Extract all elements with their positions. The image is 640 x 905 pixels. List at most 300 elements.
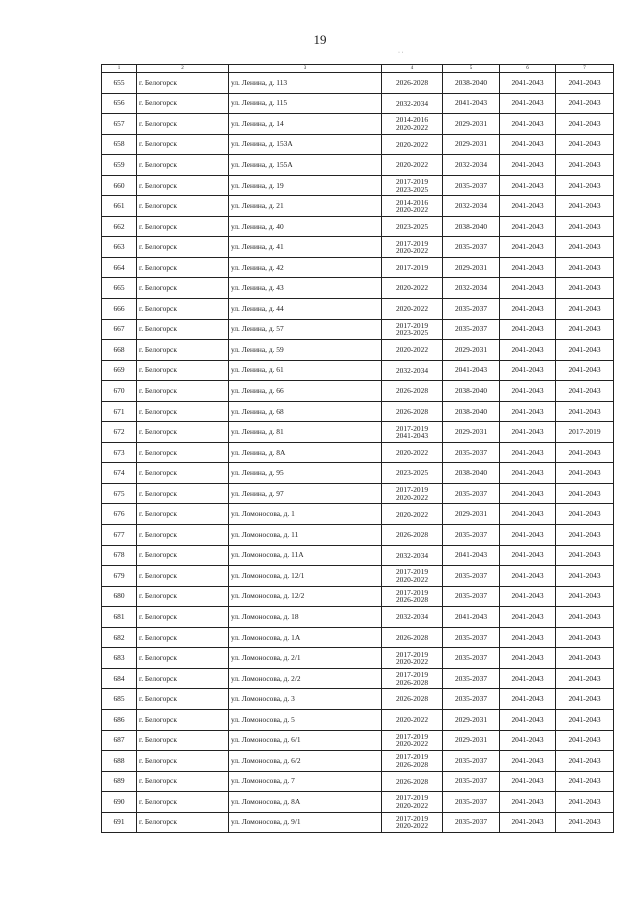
- fourth-period-cell: 2041-2043: [556, 689, 614, 710]
- fourth-period-cell: 2041-2043: [556, 175, 614, 196]
- second-period-cell: 2029-2031: [443, 730, 500, 751]
- period-value: 2020-2022: [395, 714, 429, 724]
- row-number-cell: 681: [102, 607, 137, 628]
- fourth-period-cell: 2041-2043: [556, 319, 614, 340]
- third-period-cell: 2041-2043: [500, 751, 556, 772]
- address-cell: ул. Ломоносова, д. 6/2: [229, 751, 382, 772]
- row-number-cell: 659: [102, 155, 137, 176]
- third-period-cell: 2041-2043: [500, 93, 556, 114]
- row-number-cell: 672: [102, 422, 137, 443]
- row-number-cell: 669: [102, 360, 137, 381]
- third-period-cell: 2041-2043: [500, 360, 556, 381]
- table-row: [102, 689, 614, 710]
- fourth-period-cell: 2041-2043: [556, 812, 614, 833]
- period-value: 2017-2019: [395, 587, 429, 597]
- period-value: 2020-2022: [395, 657, 429, 667]
- fourth-period-cell: 2041-2043: [556, 401, 614, 422]
- address-cell: ул. Ленина, д. 66: [229, 381, 382, 402]
- fourth-period-cell: 2041-2043: [556, 483, 614, 504]
- period-value: 2026-2028: [395, 759, 429, 769]
- second-period-cell: 2029-2031: [443, 504, 500, 525]
- second-period-cell: 2038-2040: [443, 463, 500, 484]
- column-header: 6: [500, 65, 556, 73]
- second-period-cell: 2035-2037: [443, 525, 500, 546]
- row-number-cell: 687: [102, 730, 137, 751]
- second-period-cell: 2032-2034: [443, 155, 500, 176]
- fourth-period-cell: 2041-2043: [556, 73, 614, 94]
- period-value: 2017-2019: [395, 793, 429, 803]
- period-value: 2032-2034: [395, 550, 429, 560]
- first-period-cell: [382, 709, 443, 730]
- table-row: [102, 586, 614, 607]
- third-period-cell: 2041-2043: [500, 504, 556, 525]
- third-period-cell: 2041-2043: [500, 381, 556, 402]
- second-period-cell: 2035-2037: [443, 566, 500, 587]
- table-row: [102, 175, 614, 196]
- period-value: 2020-2022: [395, 283, 429, 293]
- row-number-cell: 685: [102, 689, 137, 710]
- row-number-cell: 677: [102, 525, 137, 546]
- period-value: 2020-2022: [395, 447, 429, 457]
- third-period-cell: 2041-2043: [500, 463, 556, 484]
- table-row: [102, 525, 614, 546]
- first-period-cell: [382, 216, 443, 237]
- first-period-cell: [382, 586, 443, 607]
- period-value: 2020-2022: [395, 492, 429, 502]
- fourth-period-cell: 2041-2043: [556, 463, 614, 484]
- address-cell: ул. Ленина, д. 43: [229, 278, 382, 299]
- address-cell: ул. Ленина, д. 153А: [229, 134, 382, 155]
- city-cell: г. Белогорск: [137, 381, 229, 402]
- fourth-period-cell: 2041-2043: [556, 545, 614, 566]
- table-row: [102, 73, 614, 94]
- fourth-period-cell: 2041-2043: [556, 709, 614, 730]
- period-value: 2017-2019: [395, 813, 429, 823]
- city-cell: г. Белогорск: [137, 648, 229, 669]
- table-row: [102, 792, 614, 813]
- first-period-cell: [382, 792, 443, 813]
- first-period-cell: [382, 463, 443, 484]
- second-period-cell: 2038-2040: [443, 381, 500, 402]
- period-value: 2017-2019: [395, 731, 429, 741]
- table-row: [102, 627, 614, 648]
- second-period-cell: 2035-2037: [443, 792, 500, 813]
- period-value: 2041-2043: [395, 431, 429, 441]
- city-cell: г. Белогорск: [137, 607, 229, 628]
- first-period-cell: [382, 319, 443, 340]
- period-value: 2032-2034: [395, 365, 429, 375]
- column-header: 1: [102, 65, 137, 73]
- city-cell: г. Белогорск: [137, 709, 229, 730]
- third-period-cell: 2041-2043: [500, 483, 556, 504]
- address-cell: ул. Ленина, д. 57: [229, 319, 382, 340]
- second-period-cell: 2035-2037: [443, 751, 500, 772]
- table-row: [102, 93, 614, 114]
- fourth-period-cell: 2041-2043: [556, 114, 614, 135]
- column-header: 4: [382, 65, 443, 73]
- table-row: [102, 319, 614, 340]
- housing-repair-schedule-table: [101, 64, 614, 833]
- fourth-period-cell: 2041-2043: [556, 340, 614, 361]
- third-period-cell: 2041-2043: [500, 422, 556, 443]
- city-cell: г. Белогорск: [137, 175, 229, 196]
- fourth-period-cell: 2041-2043: [556, 771, 614, 792]
- city-cell: г. Белогорск: [137, 525, 229, 546]
- row-number-cell: 688: [102, 751, 137, 772]
- row-number-cell: 656: [102, 93, 137, 114]
- city-cell: г. Белогорск: [137, 319, 229, 340]
- first-period-cell: [382, 73, 443, 94]
- table-row: [102, 134, 614, 155]
- second-period-cell: 2029-2031: [443, 114, 500, 135]
- third-period-cell: 2041-2043: [500, 627, 556, 648]
- third-period-cell: 2041-2043: [500, 175, 556, 196]
- third-period-cell: 2041-2043: [500, 607, 556, 628]
- period-value: 2026-2028: [395, 595, 429, 605]
- period-value: 2023-2025: [395, 221, 429, 231]
- fourth-period-cell: 2041-2043: [556, 566, 614, 587]
- first-period-cell: [382, 627, 443, 648]
- city-cell: г. Белогорск: [137, 586, 229, 607]
- second-period-cell: 2035-2037: [443, 586, 500, 607]
- third-period-cell: 2041-2043: [500, 442, 556, 463]
- third-period-cell: 2041-2043: [500, 299, 556, 320]
- period-value: 2017-2019: [395, 262, 429, 272]
- city-cell: г. Белогорск: [137, 360, 229, 381]
- first-period-cell: [382, 751, 443, 772]
- first-period-cell: [382, 545, 443, 566]
- row-number-cell: 674: [102, 463, 137, 484]
- period-value: 2026-2028: [395, 776, 429, 786]
- table-row: [102, 607, 614, 628]
- third-period-cell: 2041-2043: [500, 155, 556, 176]
- row-number-cell: 676: [102, 504, 137, 525]
- row-number-cell: 690: [102, 792, 137, 813]
- address-cell: ул. Ломоносова, д. 8А: [229, 792, 382, 813]
- table-row: [102, 545, 614, 566]
- fourth-period-cell: 2041-2043: [556, 216, 614, 237]
- address-cell: ул. Ленина, д. 81: [229, 422, 382, 443]
- fourth-period-cell: 2017-2019: [556, 422, 614, 443]
- third-period-cell: 2041-2043: [500, 340, 556, 361]
- first-period-cell: [382, 237, 443, 258]
- second-period-cell: 2035-2037: [443, 668, 500, 689]
- second-period-cell: 2035-2037: [443, 627, 500, 648]
- city-cell: г. Белогорск: [137, 689, 229, 710]
- period-value: 2017-2019: [395, 649, 429, 659]
- address-cell: ул. Ленина, д. 68: [229, 401, 382, 422]
- fourth-period-cell: 2041-2043: [556, 299, 614, 320]
- row-number-cell: 684: [102, 668, 137, 689]
- second-period-cell: 2029-2031: [443, 340, 500, 361]
- city-cell: г. Белогорск: [137, 237, 229, 258]
- second-period-cell: 2038-2040: [443, 73, 500, 94]
- city-cell: г. Белогорск: [137, 751, 229, 772]
- first-period-cell: [382, 299, 443, 320]
- fourth-period-cell: 2041-2043: [556, 751, 614, 772]
- address-cell: ул. Ленина, д. 97: [229, 483, 382, 504]
- address-cell: ул. Ленина, д. 42: [229, 257, 382, 278]
- period-value: 2020-2022: [395, 821, 429, 831]
- third-period-cell: 2041-2043: [500, 216, 556, 237]
- table-row: [102, 381, 614, 402]
- period-value: 2023-2025: [395, 184, 429, 194]
- first-period-cell: [382, 730, 443, 751]
- table-row: [102, 709, 614, 730]
- address-cell: ул. Ломоносова, д. 18: [229, 607, 382, 628]
- first-period-cell: [382, 483, 443, 504]
- second-period-cell: 2038-2040: [443, 216, 500, 237]
- row-number-cell: 686: [102, 709, 137, 730]
- row-number-cell: 673: [102, 442, 137, 463]
- address-cell: ул. Ломоносова, д. 7: [229, 771, 382, 792]
- second-period-cell: 2035-2037: [443, 442, 500, 463]
- second-period-cell: 2035-2037: [443, 483, 500, 504]
- row-number-cell: 667: [102, 319, 137, 340]
- first-period-cell: [382, 360, 443, 381]
- period-value: 2026-2028: [395, 677, 429, 687]
- third-period-cell: 2041-2043: [500, 545, 556, 566]
- row-number-cell: 655: [102, 73, 137, 94]
- address-cell: ул. Ленина, д. 113: [229, 73, 382, 94]
- table-row: [102, 566, 614, 587]
- fourth-period-cell: 2041-2043: [556, 730, 614, 751]
- city-cell: г. Белогорск: [137, 483, 229, 504]
- second-period-cell: 2035-2037: [443, 319, 500, 340]
- row-number-cell: 682: [102, 627, 137, 648]
- third-period-cell: 2041-2043: [500, 134, 556, 155]
- second-period-cell: 2029-2031: [443, 422, 500, 443]
- row-number-cell: 678: [102, 545, 137, 566]
- address-cell: ул. Ленина, д. 21: [229, 196, 382, 217]
- address-cell: ул. Ломоносова, д. 1А: [229, 627, 382, 648]
- period-value: 2020-2022: [395, 205, 429, 215]
- third-period-cell: 2041-2043: [500, 257, 556, 278]
- second-period-cell: 2032-2034: [443, 278, 500, 299]
- second-period-cell: 2035-2037: [443, 648, 500, 669]
- address-cell: ул. Ломоносова, д. 11: [229, 525, 382, 546]
- address-cell: ул. Ленина, д. 115: [229, 93, 382, 114]
- third-period-cell: 2041-2043: [500, 771, 556, 792]
- second-period-cell: 2041-2043: [443, 93, 500, 114]
- period-value: 2017-2019: [395, 238, 429, 248]
- table-row: [102, 422, 614, 443]
- page-mark: · ·: [398, 50, 404, 56]
- city-cell: г. Белогорск: [137, 114, 229, 135]
- table-row: [102, 216, 614, 237]
- third-period-cell: 2041-2043: [500, 525, 556, 546]
- second-period-cell: 2041-2043: [443, 545, 500, 566]
- third-period-cell: 2041-2043: [500, 566, 556, 587]
- fourth-period-cell: 2041-2043: [556, 442, 614, 463]
- period-value: 2017-2019: [395, 670, 429, 680]
- fourth-period-cell: 2041-2043: [556, 607, 614, 628]
- second-period-cell: 2041-2043: [443, 607, 500, 628]
- table-row: [102, 442, 614, 463]
- row-number-cell: 661: [102, 196, 137, 217]
- second-period-cell: 2041-2043: [443, 360, 500, 381]
- second-period-cell: 2035-2037: [443, 689, 500, 710]
- table-row: [102, 401, 614, 422]
- third-period-cell: 2041-2043: [500, 648, 556, 669]
- row-number-cell: 664: [102, 257, 137, 278]
- fourth-period-cell: 2041-2043: [556, 627, 614, 648]
- first-period-cell: [382, 504, 443, 525]
- table-row: [102, 155, 614, 176]
- period-value: 2020-2022: [395, 246, 429, 256]
- third-period-cell: 2041-2043: [500, 668, 556, 689]
- address-cell: ул. Ленина, д. 95: [229, 463, 382, 484]
- period-value: 2020-2022: [395, 304, 429, 314]
- third-period-cell: 2041-2043: [500, 196, 556, 217]
- city-cell: г. Белогорск: [137, 668, 229, 689]
- table-row: [102, 483, 614, 504]
- table-row: [102, 340, 614, 361]
- first-period-cell: [382, 340, 443, 361]
- table-row: [102, 648, 614, 669]
- first-period-cell: [382, 134, 443, 155]
- first-period-cell: [382, 257, 443, 278]
- second-period-cell: 2035-2037: [443, 299, 500, 320]
- period-value: 2023-2025: [395, 328, 429, 338]
- period-value: 2020-2022: [395, 139, 429, 149]
- first-period-cell: [382, 196, 443, 217]
- address-cell: ул. Ленина, д. 61: [229, 360, 382, 381]
- column-header: 5: [443, 65, 500, 73]
- period-value: 2017-2019: [395, 485, 429, 495]
- third-period-cell: 2041-2043: [500, 237, 556, 258]
- period-value: 2026-2028: [395, 632, 429, 642]
- address-cell: ул. Ленина, д. 44: [229, 299, 382, 320]
- period-value: 2014-2016: [395, 115, 429, 125]
- row-number-cell: 671: [102, 401, 137, 422]
- table-row: [102, 114, 614, 135]
- city-cell: г. Белогорск: [137, 504, 229, 525]
- second-period-cell: 2029-2031: [443, 134, 500, 155]
- fourth-period-cell: 2041-2043: [556, 134, 614, 155]
- column-header: 7: [556, 65, 614, 73]
- first-period-cell: [382, 668, 443, 689]
- city-cell: г. Белогорск: [137, 196, 229, 217]
- address-cell: ул. Ломоносова, д. 6/1: [229, 730, 382, 751]
- period-value: 2020-2022: [395, 160, 429, 170]
- fourth-period-cell: 2041-2043: [556, 525, 614, 546]
- fourth-period-cell: 2041-2043: [556, 196, 614, 217]
- address-cell: ул. Ленина, д. 155А: [229, 155, 382, 176]
- period-value: 2020-2022: [395, 122, 429, 132]
- address-cell: ул. Ленина, д. 40: [229, 216, 382, 237]
- city-cell: г. Белогорск: [137, 627, 229, 648]
- period-value: 2020-2022: [395, 509, 429, 519]
- city-cell: г. Белогорск: [137, 73, 229, 94]
- page-number: 19: [313, 32, 327, 47]
- city-cell: г. Белогорск: [137, 299, 229, 320]
- period-value: 2026-2028: [395, 386, 429, 396]
- period-value: 2023-2025: [395, 468, 429, 478]
- row-number-cell: 680: [102, 586, 137, 607]
- first-period-cell: [382, 525, 443, 546]
- address-cell: ул. Ленина, д. 14: [229, 114, 382, 135]
- table-row: [102, 237, 614, 258]
- address-cell: ул. Ломоносова, д. 2/2: [229, 668, 382, 689]
- first-period-cell: [382, 607, 443, 628]
- row-number-cell: 662: [102, 216, 137, 237]
- table-row: [102, 278, 614, 299]
- second-period-cell: 2038-2040: [443, 401, 500, 422]
- table-row: [102, 463, 614, 484]
- third-period-cell: 2041-2043: [500, 730, 556, 751]
- address-cell: ул. Ломоносова, д. 12/2: [229, 586, 382, 607]
- period-value: 2014-2016: [395, 197, 429, 207]
- row-number-cell: 683: [102, 648, 137, 669]
- first-period-cell: [382, 278, 443, 299]
- fourth-period-cell: 2041-2043: [556, 278, 614, 299]
- period-value: 2017-2019: [395, 423, 429, 433]
- row-number-cell: 663: [102, 237, 137, 258]
- first-period-cell: [382, 93, 443, 114]
- period-value: 2017-2019: [395, 752, 429, 762]
- column-header: 3: [229, 65, 382, 73]
- column-header: 2: [137, 65, 229, 73]
- first-period-cell: [382, 442, 443, 463]
- fourth-period-cell: 2041-2043: [556, 257, 614, 278]
- city-cell: г. Белогорск: [137, 340, 229, 361]
- third-period-cell: 2041-2043: [500, 709, 556, 730]
- table-row: [102, 751, 614, 772]
- table-row: [102, 196, 614, 217]
- period-value: 2017-2019: [395, 320, 429, 330]
- first-period-cell: [382, 175, 443, 196]
- address-cell: ул. Ломоносова, д. 11А: [229, 545, 382, 566]
- fourth-period-cell: 2041-2043: [556, 360, 614, 381]
- row-number-cell: 668: [102, 340, 137, 361]
- third-period-cell: 2041-2043: [500, 812, 556, 833]
- first-period-cell: [382, 114, 443, 135]
- period-value: 2026-2028: [395, 78, 429, 88]
- first-period-cell: [382, 422, 443, 443]
- address-cell: ул. Ленина, д. 8А: [229, 442, 382, 463]
- address-cell: ул. Ломоносова, д. 3: [229, 689, 382, 710]
- city-cell: г. Белогорск: [137, 545, 229, 566]
- city-cell: г. Белогорск: [137, 93, 229, 114]
- third-period-cell: 2041-2043: [500, 586, 556, 607]
- fourth-period-cell: 2041-2043: [556, 586, 614, 607]
- table-row: [102, 257, 614, 278]
- city-cell: г. Белогорск: [137, 792, 229, 813]
- second-period-cell: 2029-2031: [443, 709, 500, 730]
- third-period-cell: 2041-2043: [500, 114, 556, 135]
- table-row: [102, 730, 614, 751]
- first-period-cell: [382, 689, 443, 710]
- first-period-cell: [382, 566, 443, 587]
- row-number-cell: 691: [102, 812, 137, 833]
- fourth-period-cell: 2041-2043: [556, 93, 614, 114]
- third-period-cell: 2041-2043: [500, 319, 556, 340]
- row-number-cell: 660: [102, 175, 137, 196]
- row-number-cell: 689: [102, 771, 137, 792]
- address-cell: ул. Ломоносова, д. 9/1: [229, 812, 382, 833]
- table-row: [102, 668, 614, 689]
- address-cell: ул. Ленина, д. 59: [229, 340, 382, 361]
- column-number-header-row: [102, 65, 614, 73]
- row-number-cell: 665: [102, 278, 137, 299]
- city-cell: г. Белогорск: [137, 730, 229, 751]
- period-value: 2032-2034: [395, 98, 429, 108]
- row-number-cell: 675: [102, 483, 137, 504]
- fourth-period-cell: 2041-2043: [556, 504, 614, 525]
- row-number-cell: 666: [102, 299, 137, 320]
- fourth-period-cell: 2041-2043: [556, 668, 614, 689]
